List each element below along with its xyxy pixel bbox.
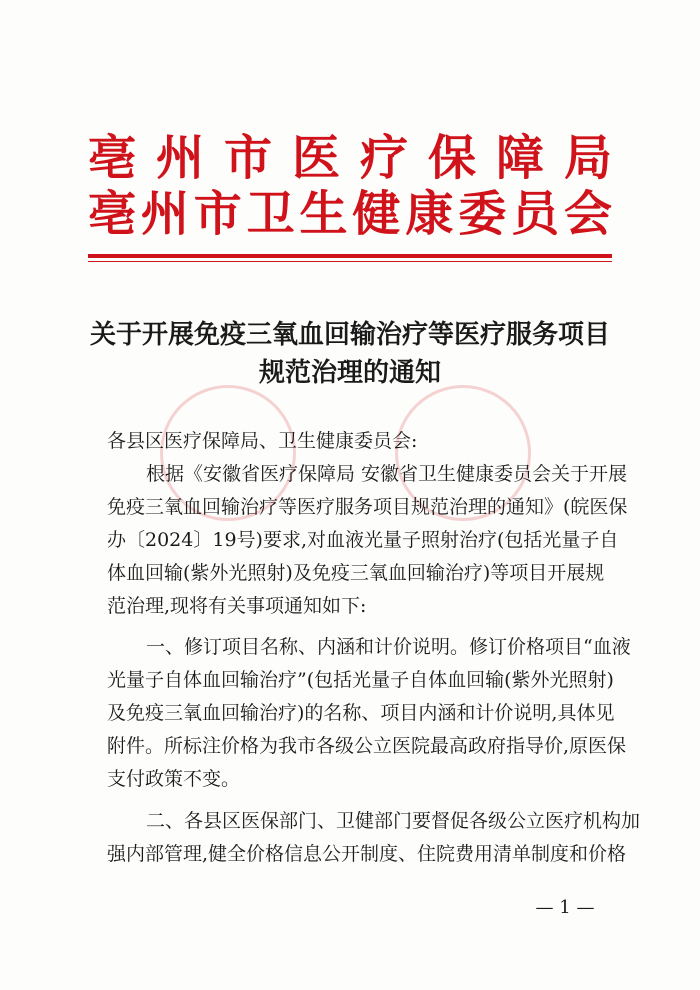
body-line: 支付政策不变。 xyxy=(107,768,241,790)
body-line: 光量子自体血回输治疗”(包括光量子自体血回输(紫外光照射) xyxy=(107,669,614,691)
body-line: 及免疫三氧血回输治疗)的名称、项目内涵和计价说明,具体见 xyxy=(107,702,615,724)
document-title-line-1: 关于开展免疫三氧血回输治疗等医疗服务项目 xyxy=(90,320,611,350)
body-line: 范治理,现将有关事项通知如下: xyxy=(107,595,367,617)
body-line: 体血回输(紫外光照射)及免疫三氧血回输治疗)等项目开展规 xyxy=(107,562,605,584)
salutation: 各县区医疗保障局、卫生健康委员会: xyxy=(107,430,418,452)
agency-name-medical-security: 亳州市医疗保障局 xyxy=(88,130,612,186)
body-line: 附件。所标注价格为我市各级公立医院最高政府指导价,原医保 xyxy=(107,735,627,757)
body-line: 二、各县区医保部门、卫健部门要督促各级公立医疗机构加 xyxy=(146,810,641,832)
document-title-line-2: 规范治理的通知 xyxy=(258,358,441,388)
agency-name-health-commission: 亳州市卫生健康委员会 xyxy=(88,186,612,242)
body-line: 办〔2024〕19号)要求,对血液光量子照射治疗(包括光量子自 xyxy=(107,529,619,551)
page-number: — 1 — xyxy=(535,897,595,918)
body-line: 一、修订项目名称、内涵和计价说明。修订价格项目“血液 xyxy=(146,636,631,658)
body-line: 免疫三氧血回输治疗等医疗服务项目规范治理的通知》(皖医保 xyxy=(107,496,628,518)
header-divider-thick xyxy=(88,254,612,258)
body-line: 强内部管理,健全价格信息公开制度、住院费用清单制度和价格 xyxy=(107,843,627,865)
header-divider-thin xyxy=(88,261,612,262)
body-line: 根据《安徽省医疗保障局 安徽省卫生健康委员会关于开展 xyxy=(146,463,628,485)
